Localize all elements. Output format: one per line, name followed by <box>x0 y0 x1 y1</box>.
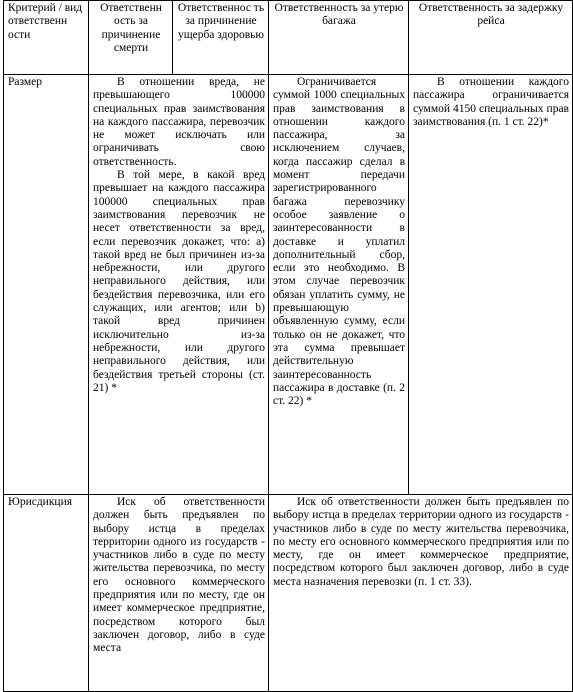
table-row-jurisdiction <box>4 495 573 692</box>
cell-size-delay <box>409 75 573 495</box>
paragraph: Иск об ответственности должен быть предъявлен по выбору истца в пределах территории одного из государств - участников либо в суде по месту жительства перевозчика, по месту его основного коммерческого предприятия или по месту, где он имеет коммерческое предприятие, посредством которого был заключен договор, либо в суде места назначения перевозки (п. 1 ст. 33). <box>273 496 569 588</box>
header-row <box>4 1 573 75</box>
cell-jurisdiction-death-health <box>89 495 269 692</box>
header-baggage: Ответственность за утерю багажа <box>269 1 409 75</box>
header-criterion: Критерий / вид ответственн ости <box>4 1 89 75</box>
row-criterion-jurisdiction: Юрисдикция <box>4 495 89 692</box>
liability-comparison-table <box>3 0 573 692</box>
header-health: Ответственнос ть за причинение ущерба здоровью <box>173 1 269 75</box>
paragraph: В отношении каждого пассажира ограничивается суммой 4150 специальных прав заимствования (п. 1 ст. 22)* <box>413 76 569 128</box>
cell-size-baggage <box>269 75 409 495</box>
header-death: Ответственн ость за причинение смерти <box>89 1 173 75</box>
cell-size-death-health <box>89 75 269 495</box>
table-row-size <box>4 75 573 495</box>
cell-jurisdiction-baggage-delay <box>269 495 573 692</box>
paragraph: Ограничивается суммой 1000 специальных прав заимствования в отношении каждого пассажира, за исключением случаев, когда пассажир сделал в момент передачи зарегистрированного багажа перевозчику особое заявление о заинтересованности в доставке и уплатил дополнительный сбор, если это необходимо. В этом случае перевозчик обязан уплатить сумму, не превышающую объявленную сумму, если только он не докажет, что эта сумма превышает действительную заинтересованность пассажира в доставке (п. 2 ст. 22) * <box>273 76 405 408</box>
header-delay: Ответственность за задержку рейса <box>409 1 573 75</box>
paragraph: В той мере, в какой вред превышает на каждого пассажира 100000 специальных прав заимствования перевозчик не несет ответственности за вред, если перевозчик докажет, что: а) такой вред не был причинен из-за небрежности, или другого неправильного действия, или бездействия перевозчика, или его служащих, или агентов; или b) такой вред причинен исключительно из-за небрежности, или другого неправильного действия, или бездействия третьей стороны (ст. 21) * <box>93 169 265 394</box>
clipped-text <box>93 496 265 690</box>
paragraph: В отношении вреда, не превышающего 100000 специальных прав заимствования на каждого пассажира, перевозчик не может исключать или ограничивать свою ответственность. <box>93 76 265 168</box>
row-criterion-size: Размер <box>4 75 89 495</box>
paragraph: Иск об ответственности должен быть предъявлен по выбору истца в пределах территории одного из государств - участников либо в суде по месту жительства перевозчика, по месту его основного коммерческого предприятия или по месту, где он имеет коммерческое предприятие, посредством которого был заключен договор, либо в суде места <box>93 496 265 655</box>
